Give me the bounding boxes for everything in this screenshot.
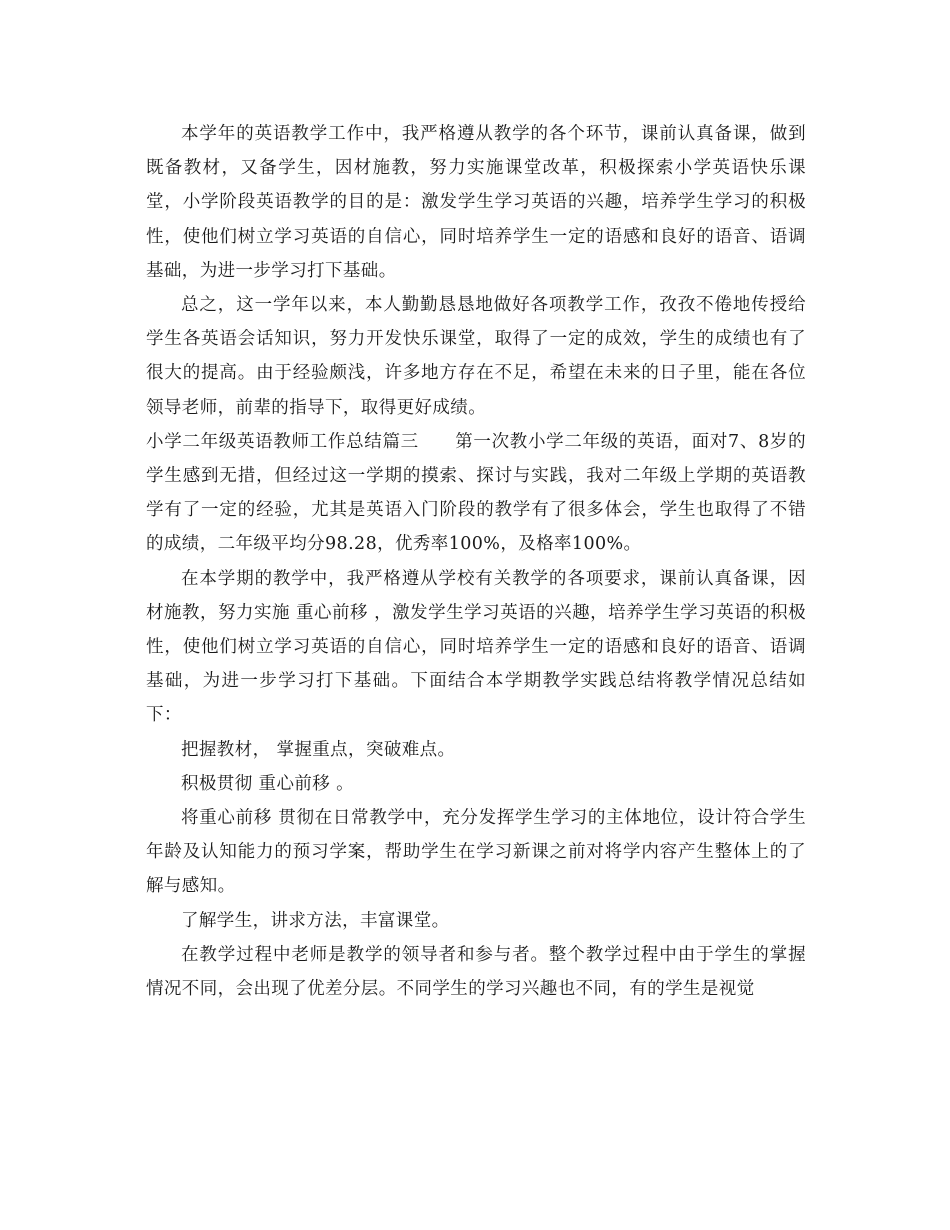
document-body xyxy=(146,117,806,1006)
paragraph-5: 把握教材， 掌握重点，突破难点。 xyxy=(181,739,456,760)
paragraph-2: 总之，这一学年以来，本人勤勤恳恳地做好各项教学工作，孜孜不倦地传授给学生各英语会话知识，努力开发快乐课堂，取得了一定的成效，学生的成绩也有了很大的提高。由于经验颇浅，许多地方存在不足，希望在未来的日子里，能在各位领导老师，前辈的指导下，取得更好成绩。 xyxy=(146,295,806,418)
paragraph-7: 将重心前移 贯彻在日常教学中，充分发挥学生学习的主体地位，设计符合学生年龄及认知能力的预习学案，帮助学生在学习新课之前对将学内容产生整体上的了解与感知。 xyxy=(146,808,806,897)
paragraph-9: 在教学过程中老师是教学的领导者和参与者。整个教学过程中由于学生的掌握情况不同，会出现了优差分层。不同学生的学习兴趣也不同，有的学生是视觉 xyxy=(146,944,806,1000)
paragraph-4: 在本学期的教学中，我严格遵从学校有关教学的各项要求，课前认真备课，因材施教，努力实施 重心前移 ，激发学生学习英语的兴趣，培养学生学习英语的积极性，使他们树立学习英语的自信心，同时培养学生一定的语感和良好的语音、语调基础，为进一步学习打下基础。下面结合本学期教学实践总结将教学情况总结如下： xyxy=(146,568,806,726)
paragraph-8: 了解学生，讲求方法，丰富课堂。 xyxy=(181,910,450,931)
paragraph-6: 积极贯彻 重心前移 。 xyxy=(181,773,355,794)
paragraph-3-section-heading: 小学二年级英语教师工作总结篇三 第一次教小学二年级的英语，面对7、8岁的学生感到无措，但经过这一学期的摸索、探讨与实践，我对二年级上学期的英语教学有了一定的经验，尤其是英语入门阶段的教学有了很多体会，学生也取得了不错的成绩，二年级平均分98.28，优秀率100%，及格率100%。 xyxy=(146,431,806,555)
paragraph-1: 本学年的英语教学工作中，我严格遵从教学的各个环节，课前认真备课，做到既备教材，又备学生，因材施教，努力实施课堂改革，积极探索小学英语快乐课堂，小学阶段英语教学的目的是：激发学生学习英语的兴趣，培养学生学习的积极性，使他们树立学习英语的自信心，同时培养学生一定的语感和良好的语音、语调基础，为进一步学习打下基础。 xyxy=(146,124,806,281)
